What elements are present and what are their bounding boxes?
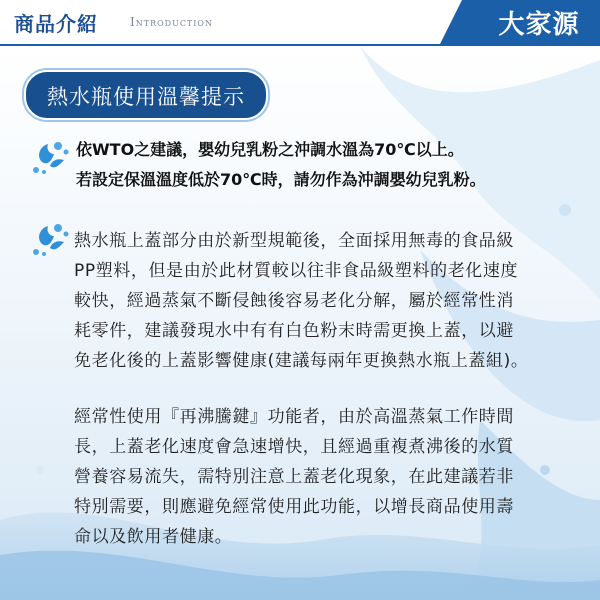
water-splash-icon (28, 218, 72, 258)
note-paragraph (74, 402, 584, 552)
water-splash-icon (28, 136, 72, 176)
header-divider (0, 44, 600, 46)
tips-title-badge (24, 70, 268, 120)
note-line: 特別需要，則應避免經常使用此功能，以增長商品使用壽 (74, 497, 514, 517)
tip-2-line: 耗零件，建議發現水中有有白色粉末時需更換上蓋，以避 (74, 321, 514, 341)
tip-2-line: 熱水瓶上蓋部分由於新型規範後，全面採用無毒的食品級 (74, 231, 514, 251)
tip-2-line: PP塑料，但是由於此材質較以往非食品級塑料的老化速度 (74, 261, 519, 281)
note-line: 營養容易流失，需特別注意上蓋老化現象，在此建議若非 (74, 467, 514, 487)
tip-2-line: 較快，經過蒸氣不斷侵蝕後容易老化分解，屬於經常性消 (74, 291, 514, 311)
brand-logo: 大家源 (498, 10, 580, 40)
section-subtitle: Introduction (130, 15, 213, 29)
tip-1-line-2: 若設定保溫溫度低於70℃時，請勿作為沖調嬰幼兒乳粉。 (76, 170, 486, 189)
tips-title: 熱水瓶使用溫馨提示 (47, 85, 245, 109)
tip-1-line-1: 依WTO之建議，嬰幼兒乳粉之沖調水溫為70℃以上。 (76, 140, 464, 159)
note-line: 長，上蓋老化速度會急速增快，且經過重複煮沸後的水質 (74, 437, 514, 457)
section-title: 商品介紹 (14, 12, 98, 36)
note-line: 命以及飲用者健康。 (74, 527, 233, 547)
tip-2-line: 免老化後的上蓋影響健康(建議每兩年更換熱水瓶上蓋組)。 (74, 351, 529, 371)
header-bar (0, 0, 600, 46)
tip-2-paragraph (74, 226, 584, 376)
note-line: 經常性使用『再沸騰鍵』功能者，由於高溫蒸氣工作時間 (74, 407, 514, 427)
